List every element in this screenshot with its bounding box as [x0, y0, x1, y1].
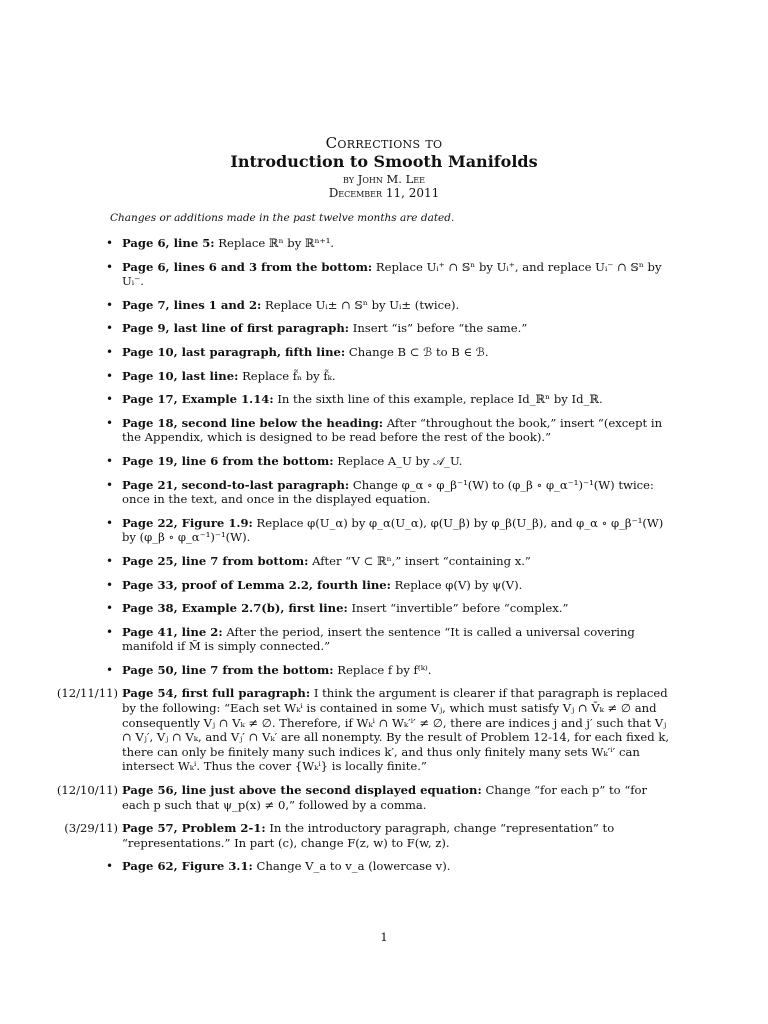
correction-item — [106, 477, 678, 507]
correction-item — [106, 259, 678, 289]
bullet-icon: • — [106, 477, 114, 492]
bullet-icon: • — [106, 368, 114, 383]
correction-text: In the introductory paragraph, change “representation” to “representations.” In part (c), change F(z, w) to F(w, z). — [122, 821, 615, 850]
correction-text: Replace f by f⁽ᵏ⁾. — [337, 662, 432, 677]
bullet-icon: • — [106, 392, 114, 407]
correction-item — [106, 624, 678, 654]
correction-location: Page 19, line 6 from the bottom: — [122, 453, 334, 468]
correction-location: Page 38, Example 2.7(b), first line: — [122, 601, 348, 616]
correction-text: In the sixth line of this example, replace Id_ℝⁿ by Id_ℝ. — [277, 392, 603, 407]
correction-location: Page 21, second-to-last paragraph: — [122, 477, 350, 492]
bullet-icon: • — [106, 415, 114, 430]
author-line: by John M. Lee — [343, 172, 425, 186]
date-line: December 11, 2011 — [328, 186, 440, 200]
correction-location: Page 18, second line below the heading: — [122, 415, 384, 430]
bullet-icon: • — [106, 577, 114, 592]
bullet-icon: • — [106, 297, 114, 312]
correction-location: Page 6, lines 6 and 3 from the bottom: — [122, 259, 373, 274]
correction-text: Replace f̃ₙ by f̃ₖ. — [242, 368, 336, 383]
correction-item — [106, 236, 678, 251]
bullet-icon: • — [106, 259, 114, 274]
correction-item — [56, 783, 678, 812]
correction-item — [106, 321, 678, 336]
correction-item — [106, 415, 678, 445]
correction-location: Page 9, last line of first paragraph: — [122, 321, 350, 336]
changes-note: Changes or additions made in the past twelve months are dated. — [110, 212, 455, 224]
correction-item — [106, 297, 678, 313]
correction-item — [106, 859, 678, 874]
corrections-list — [0, 236, 768, 883]
correction-item — [106, 553, 678, 569]
correction-location: Page 62, Figure 3.1: — [122, 859, 253, 874]
document-header — [0, 134, 768, 201]
correction-date: (12/11/11) — [56, 686, 118, 701]
bullet-icon: • — [106, 859, 114, 874]
correction-item — [106, 453, 678, 469]
correction-location: Page 57, Problem 2-1: — [122, 821, 266, 836]
bullet-icon: • — [106, 453, 114, 468]
correction-date: (12/10/11) — [56, 783, 118, 798]
correction-location: Page 17, Example 1.14: — [122, 392, 274, 407]
correction-text: Change “for each p” to “for each p such that ψ_p(x) ≠ 0,” followed by a comma. — [122, 783, 648, 812]
bullet-icon: • — [106, 624, 114, 639]
correction-location: Page 41, line 2: — [122, 624, 223, 639]
correction-item — [106, 344, 678, 360]
correction-location: Page 10, last line: — [122, 368, 239, 383]
correction-text: After “throughout the book,” insert “(except in the Appendix, which is designed to be read before the rest of the book).” — [122, 415, 663, 445]
bullet-icon: • — [106, 553, 114, 568]
correction-text: Change V_a to v_a (lowercase v). — [256, 859, 451, 874]
correction-text: Change B ⊂ ℬ to B ∈ ℬ. — [348, 344, 489, 359]
correction-location: Page 25, line 7 from bottom: — [122, 553, 309, 568]
bullet-icon: • — [106, 344, 114, 359]
correction-location: Page 54, first full paragraph: — [122, 686, 311, 701]
correction-location: Page 33, proof of Lemma 2.2, fourth line: — [122, 577, 391, 592]
correction-location: Page 56, line just above the second displayed equation: — [122, 783, 482, 798]
correction-item — [106, 515, 678, 545]
correction-text: Replace φ(V) by ψ(V). — [394, 577, 523, 592]
correction-location: Page 22, Figure 1.9: — [122, 515, 253, 530]
correction-location: Page 50, line 7 from the bottom: — [122, 662, 334, 677]
correction-item — [64, 821, 678, 850]
correction-text: Replace ℝⁿ by ℝⁿ⁺¹. — [218, 236, 335, 250]
correction-text: I think the argument is clearer if that paragraph is replaced by the following: “Each set Wₖⁱ is contained in some Vⱼ, which must satisfy Vⱼ ∩ V̄ₖ ≠ ∅ and consequently Vⱼ ∩ Vₖ ≠ ∅. Therefore, if Wₖⁱ ∩ Wₖ′ⁱ′ ≠ ∅, there are indices j and j′ such that Vⱼ ∩ Vⱼ′, Vⱼ ∩ Vₖ, and Vⱼ′ ∩ Vₖ′ are all nonempty. By the result of Problem 12-14, for each fixed k, there can only be finitely many such indices k′, and thus only finitely many sets Wₖ′ⁱ′ can intersect Wₖⁱ. Thus the cover {Wₖⁱ} is locally finite.” — [122, 686, 670, 774]
document-title: Introduction to Smooth Manifolds — [230, 152, 538, 171]
correction-location: Page 6, line 5: — [122, 236, 215, 250]
correction-item — [106, 662, 678, 678]
correction-text: After the period, insert the sentence “It is called a universal covering manifold if M̃ is simply connected.” — [122, 624, 635, 654]
correction-date: (3/29/11) — [64, 821, 118, 836]
correction-text: Replace A_U by 𝒜_U. — [337, 453, 463, 468]
correction-location: Page 10, last paragraph, fifth line: — [122, 344, 346, 359]
correction-item — [56, 686, 678, 774]
correction-text: Insert “is” before “the same.” — [352, 321, 528, 336]
correction-text: Change φ_α ∘ φ_β⁻¹(W) to (φ_β ∘ φ_α⁻¹)⁻¹(W) twice: once in the text, and once in the displayed equation. — [122, 477, 654, 507]
bullet-icon: • — [106, 601, 114, 616]
title-line-1: Corrections to — [325, 134, 443, 152]
bullet-icon: • — [106, 515, 114, 530]
correction-item — [106, 368, 678, 384]
bullet-icon: • — [106, 236, 114, 250]
correction-text: Replace Uᵢ⁺ ∩ 𝕊ⁿ by Uᵢ⁺, and replace Uᵢ⁻ ∩ 𝕊ⁿ by Uᵢ⁻. — [122, 259, 662, 289]
bullet-icon: • — [106, 321, 114, 336]
page-number: 1 — [380, 930, 388, 944]
correction-text: Replace φ(U_α) by φ_α(U_α), φ(U_β) by φ_β(U_β), and φ_α ∘ φ_β⁻¹(W) by (φ_β ∘ φ_α⁻¹)⁻¹(W). — [122, 515, 664, 545]
correction-text: Replace Uᵢ± ∩ 𝕊ⁿ by Uᵢ± (twice). — [264, 297, 460, 312]
correction-text: Insert “invertible” before “complex.” — [351, 601, 569, 616]
correction-item — [106, 577, 678, 593]
correction-item — [106, 392, 678, 407]
correction-location: Page 7, lines 1 and 2: — [122, 297, 262, 312]
correction-text: After “V ⊂ ℝⁿ,” insert “containing x.” — [312, 553, 531, 568]
bullet-icon: • — [106, 662, 114, 677]
correction-item — [106, 601, 678, 616]
